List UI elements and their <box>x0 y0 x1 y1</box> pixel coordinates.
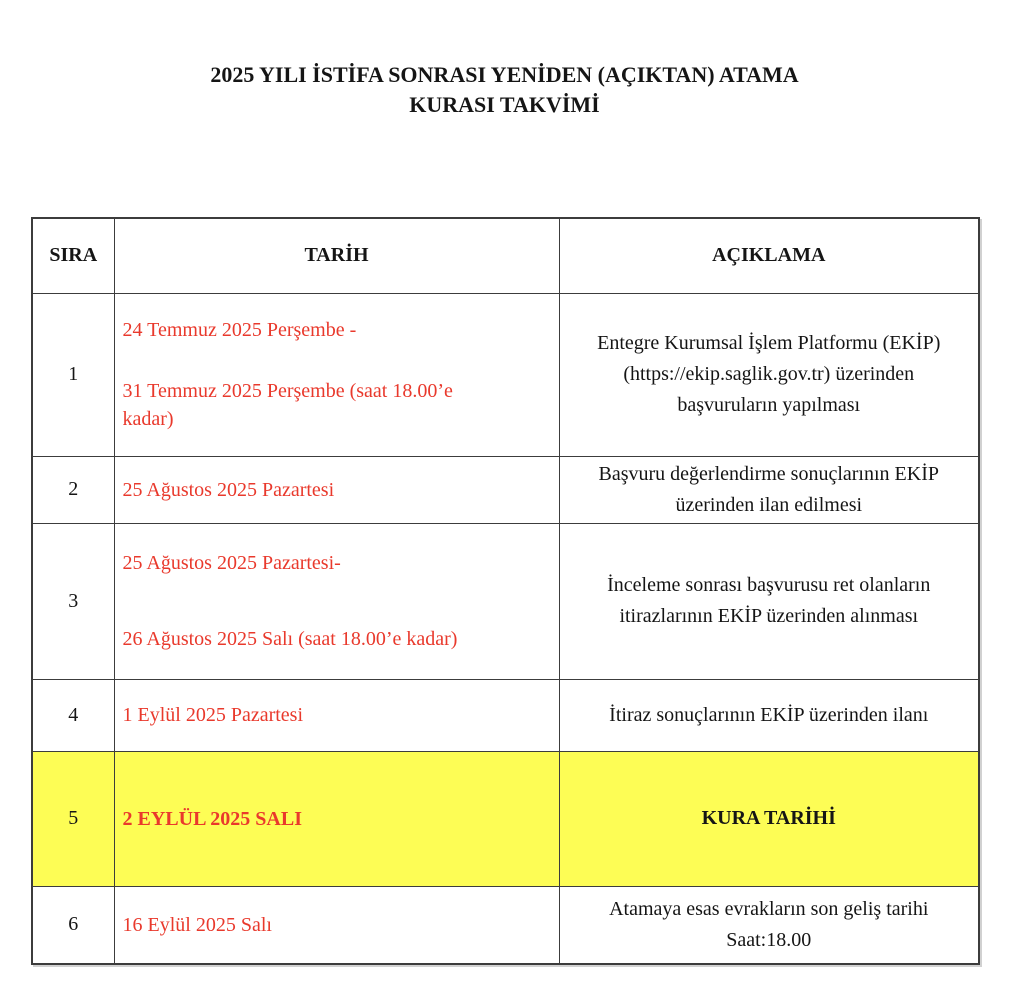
header-cell-aciklama: AÇIKLAMA <box>559 218 979 293</box>
description-line: başvuruların yapılması <box>677 394 861 416</box>
description-line: KURA TARİHİ <box>701 807 836 829</box>
description-cell <box>559 886 979 964</box>
description-line: İnceleme sonrası başvurusu ret olanların <box>607 574 931 596</box>
table-row <box>32 886 979 964</box>
date-line: 31 Temmuz 2025 Perşembe (saat 18.00’e <box>122 380 453 402</box>
title-line-1: 2025 YILI İSTİFA SONRASI YENİDEN (AÇIKTAN) ATAMA <box>210 62 799 87</box>
description-cell <box>559 456 979 523</box>
row-number: 4 <box>32 679 114 751</box>
date-line: 26 Ağustos 2025 Salı (saat 18.00’e kadar) <box>122 628 458 650</box>
date-line: 16 Eylül 2025 Salı <box>122 913 272 936</box>
description-line: üzerinden ilan edilmesi <box>675 493 863 516</box>
header-cell-sira: SIRA <box>32 218 114 293</box>
table-row <box>32 523 979 679</box>
description-line: Başvuru değerlendirme sonuçlarının EKİP <box>598 462 939 485</box>
description-line: İtiraz sonuçlarının EKİP üzerinden ilanı <box>609 703 929 726</box>
title-line-2: KURASI TAKVİMİ <box>409 92 600 117</box>
description-line: Entegre Kurumsal İşlem Platformu (EKİP) <box>597 332 941 354</box>
description-line: (https://ekip.saglik.gov.tr) üzerinden <box>623 363 915 385</box>
row-number: 5 <box>32 751 114 886</box>
date-cell <box>114 886 559 964</box>
header-cell-tarih: TARİH <box>114 218 559 293</box>
row-number: 2 <box>32 456 114 523</box>
row-number: 6 <box>32 886 114 964</box>
table-row <box>32 293 979 456</box>
date-line: 25 Ağustos 2025 Pazartesi- <box>122 552 341 574</box>
row-number: 1 <box>32 293 114 456</box>
table-row-highlighted <box>32 751 979 886</box>
schedule-table <box>31 217 980 965</box>
row-number: 3 <box>32 523 114 679</box>
date-line: 2 EYLÜL 2025 SALI <box>122 807 302 830</box>
date-cell <box>114 456 559 523</box>
description-cell <box>559 679 979 751</box>
date-cell <box>114 751 559 886</box>
header-row <box>32 218 979 293</box>
table-row <box>32 679 979 751</box>
date-cell <box>114 679 559 751</box>
date-line: 25 Ağustos 2025 Pazartesi <box>122 478 335 501</box>
description-cell <box>559 751 979 886</box>
date-cell <box>114 523 559 679</box>
table-row <box>32 456 979 523</box>
date-cell <box>114 293 559 456</box>
page-title <box>31 60 978 120</box>
date-line: kadar) <box>122 408 174 430</box>
description-line: Atamaya esas evrakların son geliş tarihi <box>609 897 929 920</box>
date-line: 24 Temmuz 2025 Perşembe - <box>122 319 357 341</box>
description-line: Saat:18.00 <box>726 928 812 951</box>
date-line: 1 Eylül 2025 Pazartesi <box>122 704 304 726</box>
description-cell <box>559 523 979 679</box>
description-cell <box>559 293 979 456</box>
description-line: itirazlarının EKİP üzerinden alınması <box>619 605 919 627</box>
